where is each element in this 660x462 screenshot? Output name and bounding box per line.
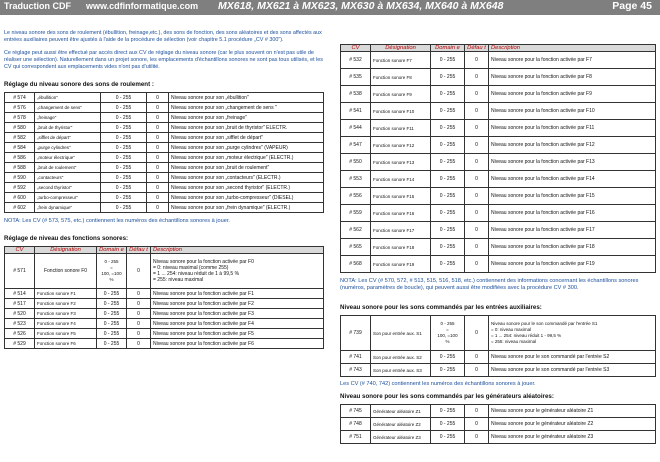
cell-name: Fonction sonore F10 [371,103,431,120]
cell-cv: # 590 [5,173,35,183]
cell-description: Niveau sonore pour la fonction activée par F17 [489,222,656,239]
table-row [341,418,656,431]
cell-description: Niveau sonore pour la fonction activée par F11 [489,120,656,137]
cell-default: 0 [127,309,151,319]
cell-cv: # 602 [5,203,35,213]
cell-range: 0 - 255 [431,405,465,418]
cell-description: Niveau sonore pour son „freinage" [169,113,324,123]
cell-default: 0 [147,153,169,163]
cell-name: Générateur aléatoire Z2 [371,418,431,431]
cell-cv: # 751 [341,431,371,444]
cell-cv: # 745 [341,405,371,418]
cell-cv: # 568 [341,256,371,273]
cell-description: Niveau sonore pour son „ébullition" [169,93,324,103]
table-row [341,239,656,256]
cell-range: 0 - 255 [431,154,465,171]
table-row [5,153,324,163]
cell-name: Fonction sonore F17 [371,222,431,239]
table-row [341,205,656,222]
table-row [5,289,324,299]
cell-default: 0 [147,193,169,203]
cell-description: Niveau sonore pour la fonction activée par F0 = 0: niveau maximal (comme 255) = 1 ... 254: niveau réduit de 1 à 99,5 % = 255: niveau maximal [151,254,324,289]
table-row [341,137,656,154]
cell-name: Fonction sonore F0 [35,254,97,289]
table-row [341,120,656,137]
right-note-2: Les CV (# 740, 742) contiennent les numéros des échantillons sonores à jouer. [340,381,536,387]
left-column [4,30,324,349]
cell-name: Fonction sonore F11 [371,120,431,137]
cell-default: 0 [465,431,489,444]
cell-name: Fonction sonore F19 [371,256,431,273]
cell-default: 0 [127,299,151,309]
table-row [341,154,656,171]
cell-default: 0 [465,256,489,273]
cell-name: „changement de sens" [35,103,101,113]
cell-cv: # 550 [341,154,371,171]
cell-description: Niveau sonore pour son „bruit de thyristor" ELECTR. [169,123,324,133]
table-row [5,113,324,123]
table-row [5,319,324,329]
right-column [340,44,656,444]
cell-default: 0 [127,254,151,289]
cell-description: Niveau sonore pour la fonction activée par F15 [489,188,656,205]
cell-description: Niveau sonore pour son „contacteurs" (ELECTR.) [169,173,324,183]
cell-description: Niveau sonore pour son „purge cylindres" (VAPEUR) [169,143,324,153]
cell-name: Fonction sonore F15 [371,188,431,205]
cell-default: 0 [147,123,169,133]
cell-cv: # 529 [5,339,35,349]
cell-name: „contacteurs" [35,173,101,183]
table-row [341,405,656,418]
table-row [341,316,656,351]
table-row [341,351,656,364]
cell-default: 0 [465,364,489,377]
table-row [5,299,324,309]
cell-cv: # 553 [341,171,371,188]
cell-range: 0 - 255 [101,143,147,153]
cell-name: Fonction sonore F6 [35,339,97,349]
cell-name: Fonction sonore F9 [371,86,431,103]
section-title-aleatoire: Niveau sonore pour les sons commandés par les générateurs aléatoires: [340,393,554,400]
cell-description: Niveau sonore pour son „second thyristor" (ELECTR.) [169,183,324,193]
cell-cv: # 741 [341,351,371,364]
cell-cv: # 588 [5,163,35,173]
col-header-name: Désignation [35,247,97,254]
table-row [5,203,324,213]
cell-name: „moteur électrique" [35,153,101,163]
cell-description: Niveau sonore pour le générateur aléatoire Z3 [489,431,656,444]
cell-description: Niveau sonore pour la fonction activée par F19 [489,256,656,273]
cell-default: 0 [127,339,151,349]
cell-range: 0 - 255 [431,351,465,364]
page-number: Page 45 [612,0,652,12]
aleatoire-table [340,404,656,444]
cell-description: Niveau sonore pour le générateur aléatoire Z2 [489,418,656,431]
cell-range: 0 - 255 [97,339,127,349]
col-header-default: Défau t [465,45,489,52]
table-row [341,86,656,103]
cell-range: 0 - 255 [101,113,147,123]
cell-cv: # 580 [5,123,35,133]
cell-name: „ébullition" [35,93,101,103]
cell-description: Niveau sonore pour son „turbo-compresseur" (DIESEL) [169,193,324,203]
aux-table [340,315,656,377]
cell-cv: # 739 [341,316,371,351]
cell-description: Niveau sonore pour son „sifflet de départ" [169,133,324,143]
cell-description: Niveau sonore pour la fonction activée par F6 [151,339,324,349]
cell-range: 0 - 255 [431,171,465,188]
table-row [5,183,324,193]
cell-name: Fonction sonore F5 [35,329,97,339]
cell-description: Niveau sonore pour la fonction activée par F13 [489,154,656,171]
cell-description: Niveau sonore pour son „bruit de roulement" [169,163,324,173]
table-row [341,256,656,273]
cell-range: 0 - 255 [101,123,147,133]
cell-default: 0 [147,143,169,153]
cell-cv: # 582 [5,133,35,143]
table-row [5,173,324,183]
cell-default: 0 [147,133,169,143]
cell-range: 0 - 255 [431,239,465,256]
cell-description: Niveau sonore pour la fonction activée par F3 [151,309,324,319]
cell-name: Fonction sonore F3 [35,309,97,319]
cell-default: 0 [465,405,489,418]
cell-default: 0 [465,418,489,431]
website-url: www.cdfinformatique.com [86,1,199,11]
cell-range: 0 - 255 [431,256,465,273]
page-header [0,0,660,15]
cell-cv: # 526 [5,329,35,339]
cell-cv: # 520 [5,309,35,319]
cell-default: 0 [465,86,489,103]
cell-range: 0 - 255 [431,120,465,137]
cell-cv: # 571 [5,254,35,289]
col-header-description: Description [151,247,324,254]
table-row [5,254,324,289]
col-header-description: Description [489,45,656,52]
cell-default: 0 [127,289,151,299]
table-row [5,123,324,133]
cell-default: 0 [465,171,489,188]
right-note-1: NOTA: Les CV (# 570, 572, # 513, 515, 516, 518, etc.) contiennent des informations concernant les échantillons sonores (numéros, paramètres de boucle), qui peuvent aussi être modifiées avec la procédure CV # 300. [340,278,639,291]
cell-range: 0 - 255 [431,205,465,222]
section-title-aux: Niveau sonore pour les sons commandés par les entrées auxiliaires: [340,304,542,311]
col-header-cv: CV [5,247,35,254]
cell-range: 0 - 255 [101,153,147,163]
cell-cv: # 514 [5,289,35,299]
cell-description: Niveau sonore pour la fonction activée par F14 [489,171,656,188]
cell-range: 0 - 255 = 100, =100 % [431,316,465,351]
cell-default: 0 [465,351,489,364]
cell-description: Niveau sonore pour le son commandé par l'entrée S2 [489,351,656,364]
cell-name: Générateur aléatoire Z1 [371,405,431,418]
cell-name: Fonction sonore F18 [371,239,431,256]
cell-description: Niveau sonore pour la fonction activée par F10 [489,103,656,120]
cell-range: 0 - 255 [431,137,465,154]
cell-name: Fonction sonore F16 [371,205,431,222]
table-row [341,431,656,444]
cell-name: Son pour entrée aux. S2 [371,351,431,364]
cell-name: Fonction sonore F12 [371,137,431,154]
cell-range: 0 - 255 [101,93,147,103]
intro-paragraph-1: Le niveau sonore des sons de roulement (ébullition, freinage,etc.), des sons de fonction, des sons aléatoires et des sons affectés aux entrées auxiliaires peuvent être ajustés à l'aide de la procédure de sélection (voir chapitre 5.1 procédure „CV # 300"). [4,30,322,43]
cell-cv: # 592 [5,183,35,193]
cell-range: 0 - 255 [101,133,147,143]
table-row [5,329,324,339]
cell-description: Niveau sonore pour la fonction activée par F16 [489,205,656,222]
cell-name: Générateur aléatoire Z3 [371,431,431,444]
cell-default: 0 [465,120,489,137]
cell-description: Niveau sonore pour son „changement de sens " [169,103,324,113]
cell-cv: # 600 [5,193,35,203]
table-row [341,52,656,69]
cell-range: 0 - 255 [101,183,147,193]
cell-range: 0 - 255 [97,309,127,319]
cell-range: 0 - 255 [431,431,465,444]
cell-range: 0 - 255 [101,193,147,203]
cell-default: 0 [147,93,169,103]
cell-name: Son pour entrée aux. S1 [371,316,431,351]
cell-cv: # 743 [341,364,371,377]
intro-paragraph-2: Ce réglage peut aussi être effectué par accès direct aux CV de réglage du niveau sonore (car le plus souvent on n'est pas utile de réaliser une sélection). Naturellement dans un projet sonore, les emplacements d'échantillons sonores ne sont pas tous utilisés, et les CV qui correspondent aux emplacements vides n'ont pas d'utilité. [4,50,323,70]
table-row [5,133,324,143]
roulement-note: NOTA: Les CV (# 573, 575, etc.) contiennent les numéros des échantillons sonores à jouer. [4,218,230,224]
table-row [5,339,324,349]
cell-range: 0 - 255 [431,222,465,239]
cell-name: Fonction sonore F2 [35,299,97,309]
cell-description: Niveau sonore pour son „moteur électrique" (ELECTR.) [169,153,324,163]
cell-name: Fonction sonore F13 [371,154,431,171]
cell-description: Niveau sonore pour la fonction activée par F4 [151,319,324,329]
translator-label: Traduction CDF [4,1,71,11]
fonctions-table [4,246,324,349]
cell-cv: # 574 [5,93,35,103]
fonctions-table-continued [340,44,656,273]
cell-cv: # 576 [5,103,35,113]
cell-default: 0 [465,316,489,351]
cell-cv: # 517 [5,299,35,309]
cell-name: Fonction sonore F1 [35,289,97,299]
table-row [5,163,324,173]
cell-range: 0 - 255 [97,319,127,329]
cell-name: Son pour entrée aux. S3 [371,364,431,377]
cell-default: 0 [465,137,489,154]
cell-default: 0 [147,183,169,193]
col-header-range: Domain e [431,45,465,52]
cell-default: 0 [147,203,169,213]
cell-default: 0 [465,188,489,205]
cell-default: 0 [465,52,489,69]
cell-description: Niveau sonore pour la fonction activée par F7 [489,52,656,69]
cell-range: 0 - 255 [101,103,147,113]
cell-name: Fonction sonore F8 [371,69,431,86]
col-header-range: Domain e [97,247,127,254]
cell-default: 0 [147,163,169,173]
cell-default: 0 [465,239,489,256]
table-row [5,309,324,319]
cell-range: 0 - 255 [431,69,465,86]
cell-cv: # 586 [5,153,35,163]
cell-cv: # 541 [341,103,371,120]
cell-range: 0 - 255 [101,163,147,173]
cell-cv: # 523 [5,319,35,329]
cell-name: „freinage" [35,113,101,123]
cell-default: 0 [465,154,489,171]
table-row [5,103,324,113]
col-header-name: Désignation [371,45,431,52]
table-row [341,188,656,205]
cell-range: 0 - 255 [431,364,465,377]
cell-name: „purge cylindres" [35,143,101,153]
table-row [341,364,656,377]
cell-default: 0 [465,103,489,120]
table-row [341,222,656,239]
cell-name: Fonction sonore F7 [371,52,431,69]
cell-description: Niveau sonore pour la fonction activée par F8 [489,69,656,86]
cell-name: Fonction sonore F4 [35,319,97,329]
cell-description: Niveau sonore pour le son commandé par l'entrée S1 = 0: niveau maximal = 1 ... 254: niveau réduit 1 - 99,5 % = 255: niveau maximal [489,316,656,351]
cell-name: „turbo-compresseur" [35,193,101,203]
cell-range: 0 - 255 = 100, =100 % [97,254,127,289]
table-row [341,69,656,86]
cell-default: 0 [465,222,489,239]
cell-cv: # 535 [341,69,371,86]
cell-default: 0 [465,69,489,86]
cell-range: 0 - 255 [97,299,127,309]
table-row [341,171,656,188]
col-header-default: Défau t [127,247,151,254]
cell-default: 0 [147,113,169,123]
cell-cv: # 748 [341,418,371,431]
cell-cv: # 532 [341,52,371,69]
cell-default: 0 [147,103,169,113]
cell-range: 0 - 255 [431,103,465,120]
cell-range: 0 - 255 [431,418,465,431]
section-title-roulement: Réglage du niveau sonore des sons de roulement : [4,81,154,88]
doc-title: MX618, MX621 à MX623, MX630 à MX634, MX640 à MX648 [218,0,504,12]
cell-cv: # 562 [341,222,371,239]
cell-range: 0 - 255 [97,289,127,299]
cell-cv: # 538 [341,86,371,103]
cell-name: „bruit de roulement" [35,163,101,173]
cell-description: Niveau sonore pour son „frein dynamique" (ELECTR.) [169,203,324,213]
cell-default: 0 [127,329,151,339]
cell-name: „frein dynamique" [35,203,101,213]
cell-description: Niveau sonore pour le générateur aléatoire Z1 [489,405,656,418]
cell-range: 0 - 255 [431,86,465,103]
cell-range: 0 - 255 [431,188,465,205]
cell-cv: # 544 [341,120,371,137]
cell-range: 0 - 255 [101,173,147,183]
cell-description: Niveau sonore pour la fonction activée par F9 [489,86,656,103]
cell-cv: # 559 [341,205,371,222]
cell-range: 0 - 255 [431,52,465,69]
cell-default: 0 [465,205,489,222]
cell-cv: # 556 [341,188,371,205]
table-row [5,93,324,103]
cell-cv: # 565 [341,239,371,256]
cell-cv: # 584 [5,143,35,153]
roulement-table [4,92,324,213]
cell-description: Niveau sonore pour la fonction activée par F1 [151,289,324,299]
cell-description: Niveau sonore pour la fonction activée par F18 [489,239,656,256]
cell-range: 0 - 255 [101,203,147,213]
cell-name: Fonction sonore F14 [371,171,431,188]
table-row [5,143,324,153]
cell-default: 0 [147,173,169,183]
cell-description: Niveau sonore pour le son commandé par l'entrée S3 [489,364,656,377]
cell-range: 0 - 255 [97,329,127,339]
cell-name: „sifflet de départ" [35,133,101,143]
table-row [5,193,324,203]
cell-default: 0 [127,319,151,329]
table-row [341,103,656,120]
cell-description: Niveau sonore pour la fonction activée par F2 [151,299,324,309]
section-title-fonctions: Réglage de niveau des fonctions sonores: [4,235,129,242]
cell-description: Niveau sonore pour la fonction activée par F12 [489,137,656,154]
cell-description: Niveau sonore pour la fonction activée par F5 [151,329,324,339]
cell-name: „bruit de thyristor" [35,123,101,133]
cell-cv: # 547 [341,137,371,154]
cell-cv: # 578 [5,113,35,123]
col-header-cv: CV [341,45,371,52]
cell-name: „second thyristor" [35,183,101,193]
